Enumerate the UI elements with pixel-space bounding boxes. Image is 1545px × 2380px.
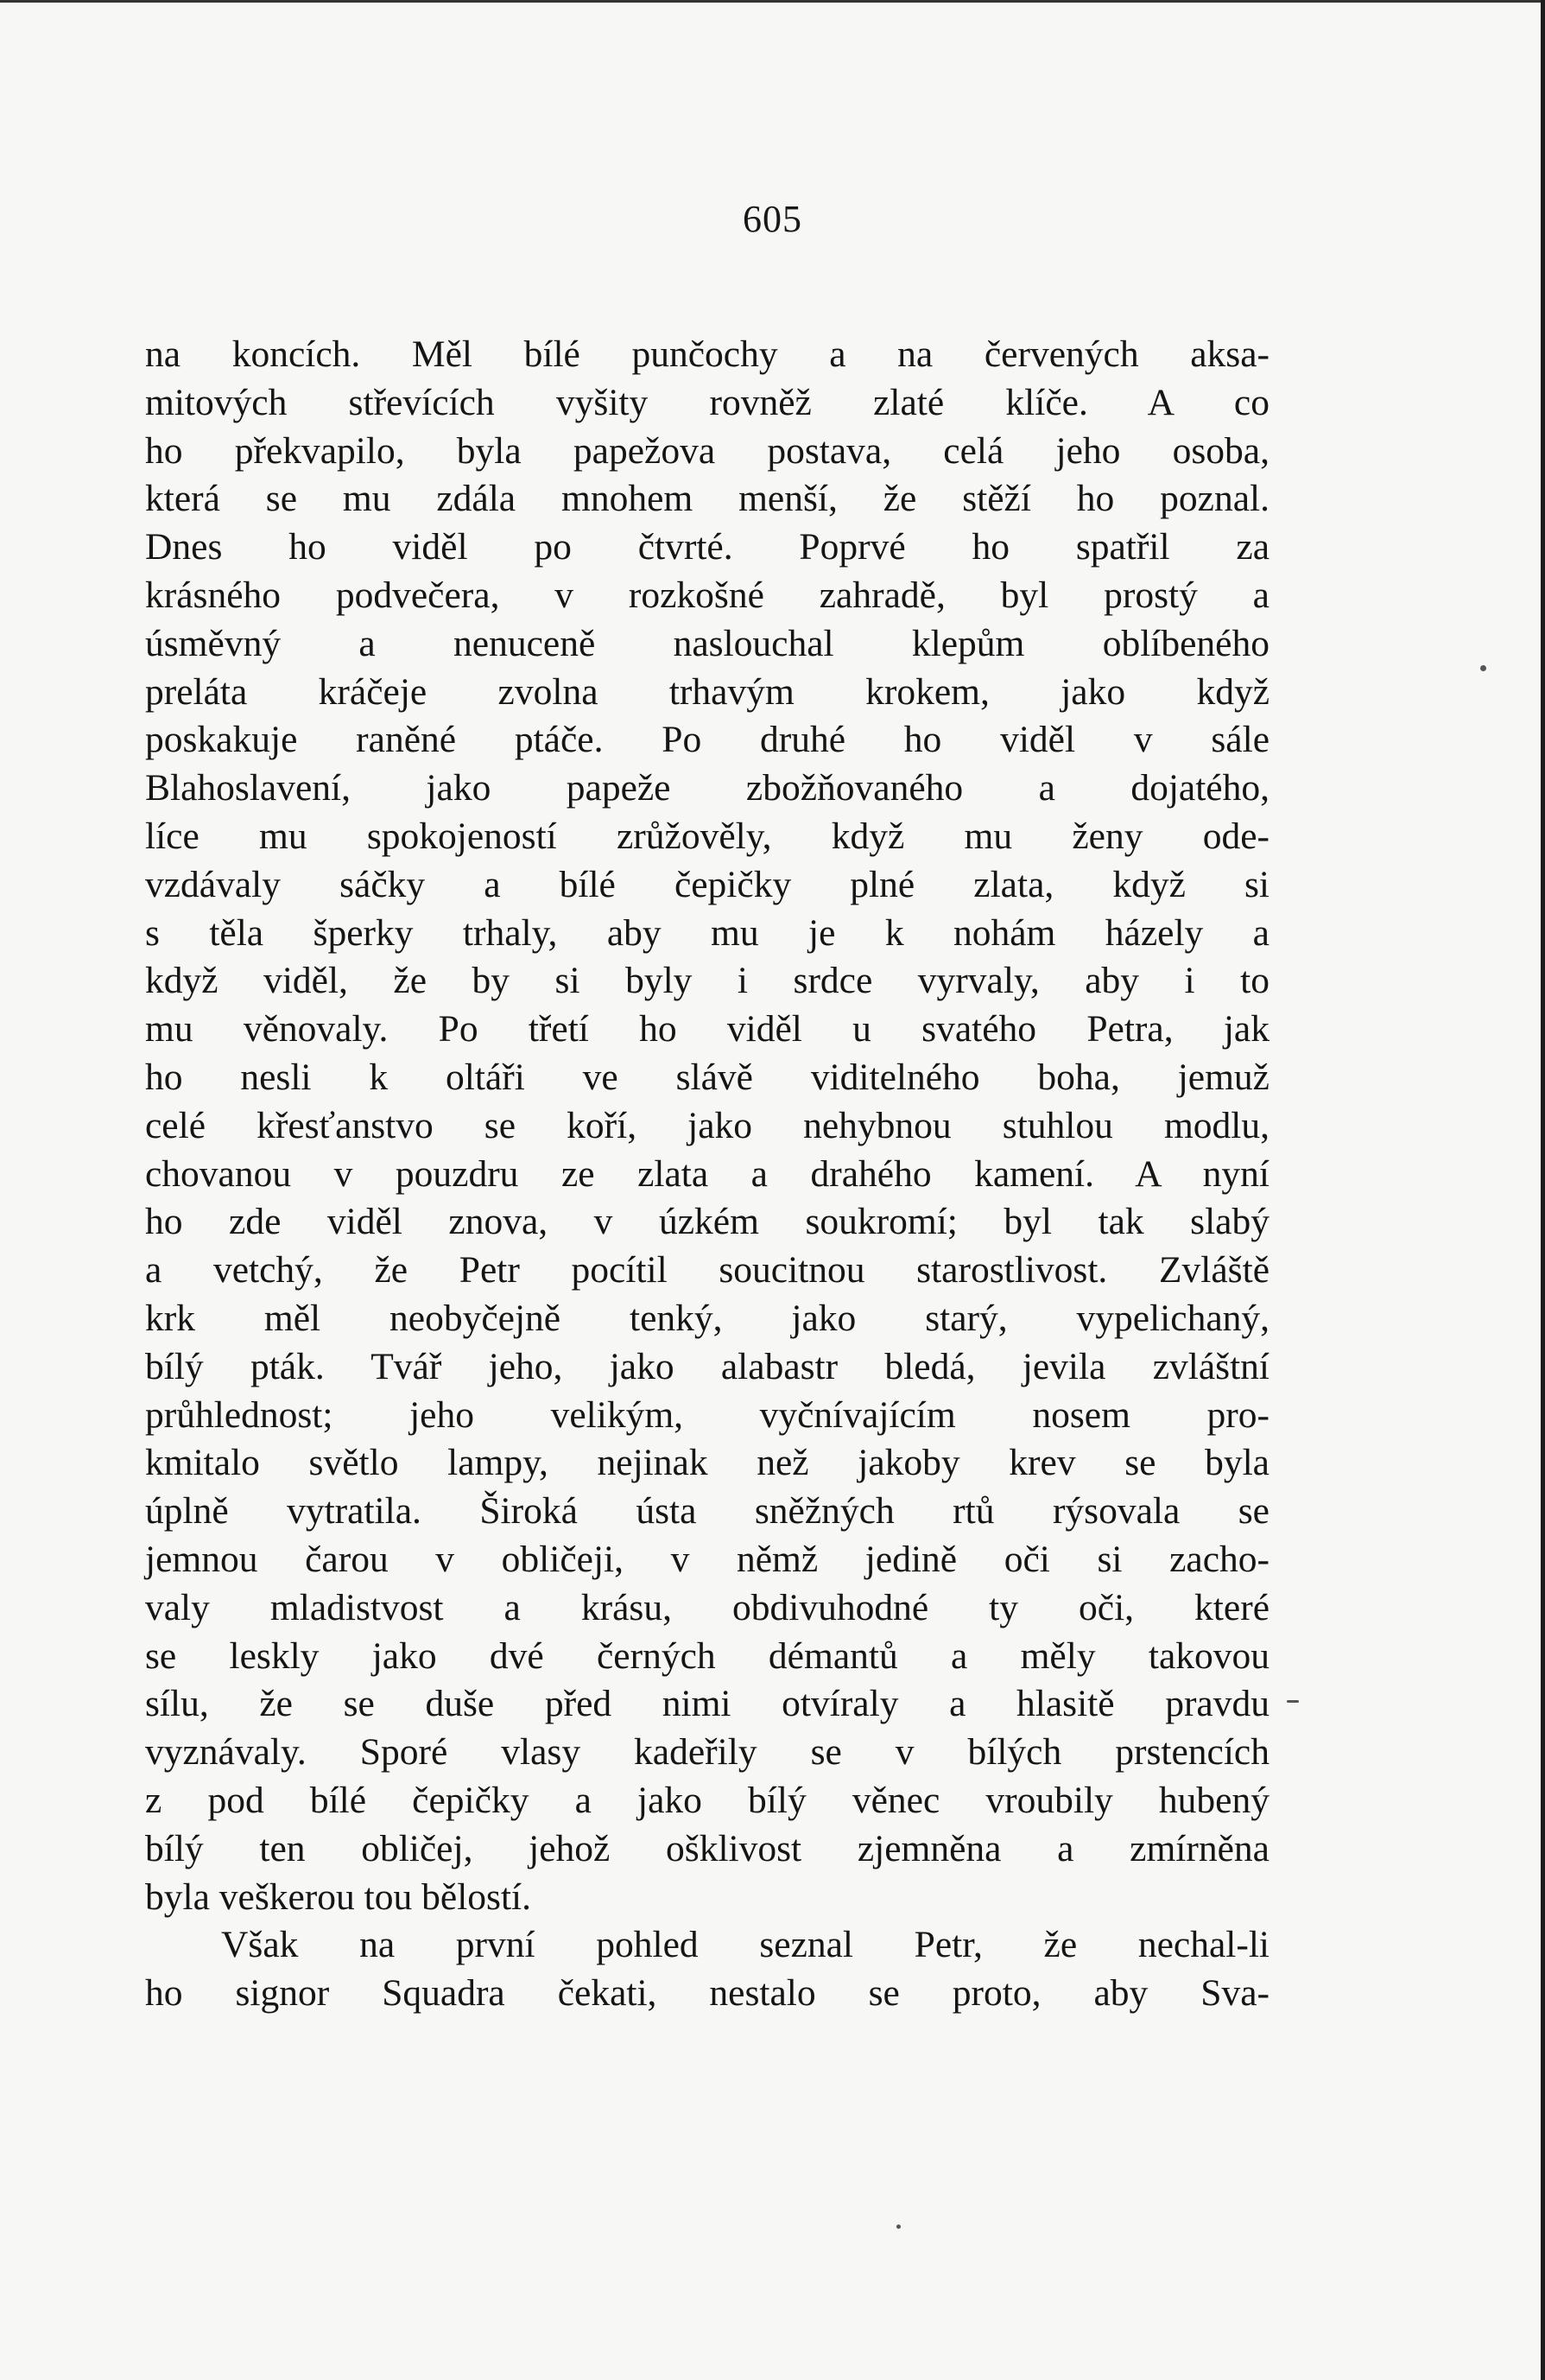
text-line: krk měl neobyčejně tenký, jako starý, vypelichaný, bbox=[145, 1297, 1270, 1339]
text-line: celé křesťanstvo se koří, jako nehybnou stuhlou modlu, bbox=[145, 1104, 1270, 1146]
text-line: když viděl, že by si byly i srdce vyrvaly, aby i to bbox=[145, 960, 1270, 1002]
text-line: která se mu zdála mnohem menší, že stěží ho poznal. bbox=[145, 478, 1270, 520]
text-line: sílu, že se duše před nimi otvíraly a hlasitě pravdu bbox=[145, 1683, 1270, 1725]
text-line: preláta kráčeje zvolna trhavým krokem, jako když bbox=[145, 670, 1270, 713]
text-line: z pod bílé čepičky a jako bílý věnec vroubily hubený bbox=[145, 1779, 1270, 1821]
scan-speck bbox=[896, 2225, 901, 2229]
scan-speck bbox=[1287, 1700, 1299, 1703]
text-line: ho signor Squadra čekati, nestalo se proto, aby Sva- bbox=[145, 1972, 1270, 2015]
right-edge-border bbox=[1541, 0, 1545, 2380]
text-line: vyznávaly. Sporé vlasy kadeřily se v bílých prstencích bbox=[145, 1731, 1270, 1774]
text-line: líce mu spokojeností zrůžověly, když mu ženy ode- bbox=[145, 815, 1270, 857]
text-line: kmitalo světlo lampy, nejinak než jakoby krev se byla bbox=[145, 1442, 1270, 1484]
text-line: byla veškerou tou bělostí. bbox=[145, 1875, 532, 1918]
text-line: úplně vytratila. Široká ústa sněžných rtů rýsovala se bbox=[145, 1490, 1270, 1533]
text-line: chovanou v pouzdru ze zlata a drahého kamení. A nyní bbox=[145, 1152, 1270, 1195]
text-line: Dnes ho viděl po čtvrté. Poprvé ho spatřil za bbox=[145, 526, 1270, 568]
text-line: Blahoslavení, jako papeže zbožňovaného a dojatého, bbox=[145, 767, 1270, 809]
text-line: ho zde viděl znova, v úzkém soukromí; byl tak slabý bbox=[145, 1201, 1270, 1243]
text-line: bílý pták. Tvář jeho, jako alabastr bledá, jevila zvláštní bbox=[145, 1345, 1270, 1387]
page-number: 605 bbox=[743, 198, 802, 240]
text-line: krásného podvečera, v rozkošné zahradě, byl prostý a bbox=[145, 574, 1270, 616]
text-line: bílý ten obličej, jehož ošklivost zjemněna a zmírněna bbox=[145, 1827, 1270, 1869]
text-line: průhlednost; jeho velikým, vyčnívajícím nosem pro- bbox=[145, 1393, 1270, 1436]
text-line: mu věnovaly. Po třetí ho viděl u svatého Petra, jak bbox=[145, 1008, 1270, 1050]
body-text bbox=[145, 331, 1270, 2018]
text-line: mitových střevících vyšity rovněž zlaté klíče. A co bbox=[145, 381, 1270, 423]
text-line: ho překvapilo, byla papežova postava, celá jeho osoba, bbox=[145, 429, 1270, 472]
text-line: Však na první pohled seznal Petr, že nechal-li bbox=[221, 1924, 1270, 1966]
text-line: poskakuje raněné ptáče. Po druhé ho viděl v sále bbox=[145, 719, 1270, 761]
text-line: a vetchý, že Petr pocítil soucitnou starostlivost. Zvláště bbox=[145, 1249, 1270, 1292]
scan-speck bbox=[1480, 665, 1486, 671]
paragraph bbox=[145, 331, 1270, 1921]
text-line: na koncích. Měl bílé punčochy a na červených aksa- bbox=[145, 333, 1270, 375]
top-edge-shadow bbox=[0, 0, 1545, 3]
text-line: s těla šperky trhaly, aby mu je k nohám házely a bbox=[145, 911, 1270, 954]
paragraph bbox=[145, 1921, 1270, 2018]
text-line: valy mladistvost a krásu, obdivuhodné ty oči, které bbox=[145, 1586, 1270, 1628]
text-line: jemnou čarou v obličeji, v němž jedině oči si zacho- bbox=[145, 1538, 1270, 1580]
text-line: se leskly jako dvé černých démantů a měly takovou bbox=[145, 1634, 1270, 1677]
text-line: vzdávaly sáčky a bílé čepičky plné zlata, když si bbox=[145, 863, 1270, 905]
text-line: úsměvný a nenuceně naslouchal klepům oblíbeného bbox=[145, 622, 1270, 664]
text-line: ho nesli k oltáři ve slávě viditelného boha, jemuž bbox=[145, 1056, 1270, 1098]
